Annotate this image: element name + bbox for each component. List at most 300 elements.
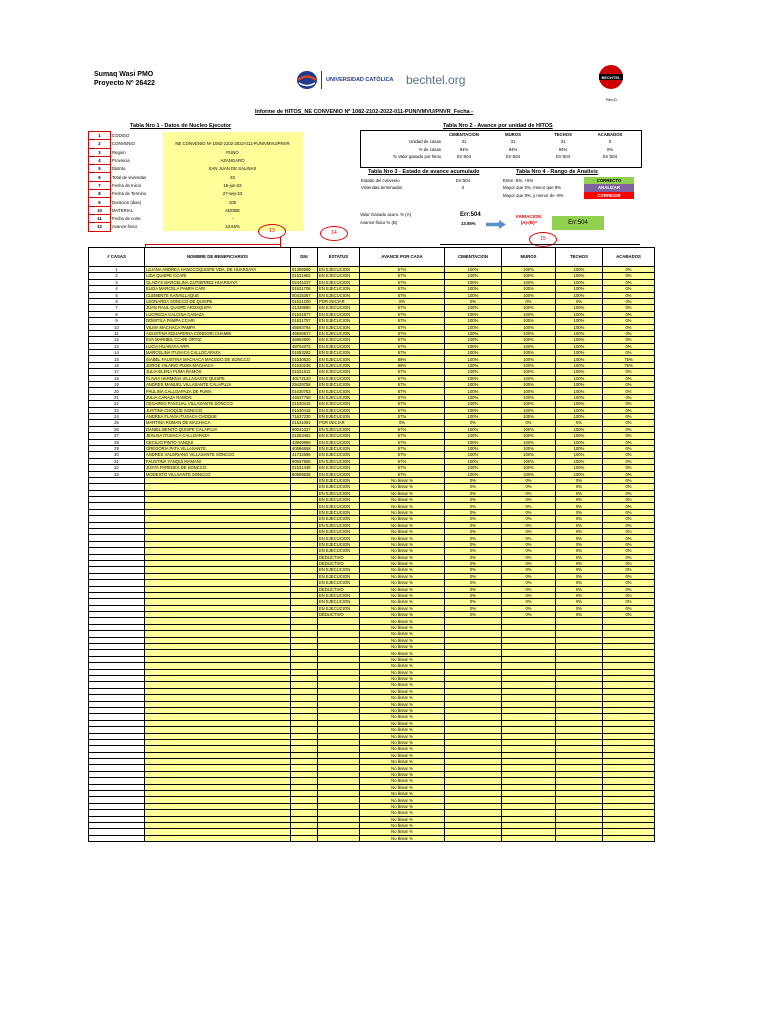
table-cell: No llenar %	[360, 688, 445, 694]
table-cell: No llenar %	[360, 567, 445, 573]
table-cell: 100%	[556, 413, 603, 419]
table-cell: 0%	[603, 267, 655, 273]
table-cell: JORGE HILARIO PUMA MACHACA	[145, 362, 291, 368]
table-cell: 01553282	[291, 350, 318, 356]
table-cell: EN EJECUCION	[318, 592, 360, 598]
table1-row	[89, 165, 303, 173]
table-cell: 9	[89, 318, 145, 324]
table-cell: No llenar %	[360, 784, 445, 790]
table-cell: No llenar %	[360, 714, 445, 720]
table-cell: No llenar %	[360, 612, 445, 618]
table-cell: 0%	[603, 420, 655, 426]
table-cell: DEDUCTIVO	[318, 612, 360, 618]
table-cell: 01531706	[291, 286, 318, 292]
table-cell: 0%	[603, 516, 655, 522]
table2-cell: 94%	[459, 146, 469, 152]
table-cell: DOMITILA PAMPA CCARI	[145, 318, 291, 324]
table2-header-cell: MUROS	[505, 132, 521, 138]
table2-row	[360, 153, 634, 160]
table-cell: 100%	[445, 433, 502, 439]
table1-row-value: 27-sep-23	[163, 190, 303, 198]
table-cell: No llenar %	[360, 490, 445, 496]
table-cell: 0%	[603, 426, 655, 432]
table-cell: EN EJECUCION	[318, 439, 360, 445]
table-cell	[318, 835, 360, 841]
table-cell: 0%	[445, 522, 502, 528]
table-cell: 01531662	[291, 273, 318, 279]
table-cell: No llenar %	[360, 746, 445, 752]
table2-cell: Err:504	[555, 154, 571, 160]
table-cell: 80041037	[291, 426, 318, 432]
column-header: NOMBRE DE BENEFICIARIOS	[145, 248, 291, 267]
table-cell: 0%	[502, 599, 556, 605]
table-cell: No llenar %	[360, 529, 445, 535]
table-cell: 1	[89, 267, 145, 273]
table-cell: 20	[89, 388, 145, 394]
variacion-value: Err:504	[552, 216, 604, 230]
table-cell: No llenar %	[360, 707, 445, 713]
table-cell: 0%	[603, 484, 655, 490]
table-cell: 0%	[603, 477, 655, 483]
table1-row	[89, 156, 303, 164]
table-cell: 100%	[556, 292, 603, 298]
table-cell: 100%	[556, 273, 603, 279]
table-cell: 0%	[603, 465, 655, 471]
table1-row-number: 11	[89, 214, 111, 222]
table-cell: 0%	[445, 567, 502, 573]
table-cell: 100%	[502, 401, 556, 407]
table-cell: EN EJECUCION	[318, 388, 360, 394]
table-cell: EN EJECUCION	[318, 522, 360, 528]
table1-row	[89, 140, 303, 148]
table-cell: GLADYS MARCELINA GUTIERREZ HUARSAYA	[145, 279, 291, 285]
table-cell: 0%	[556, 554, 603, 560]
table-cell	[89, 835, 145, 841]
table-cell: No llenar %	[360, 701, 445, 707]
table-cell: 89%	[360, 356, 445, 362]
table1-row-number: 5	[89, 165, 111, 173]
table2-cell: 31	[461, 139, 467, 145]
table-cell: 0%	[445, 298, 502, 304]
table-cell: 0%	[445, 477, 502, 483]
table-cell: 01531757	[291, 318, 318, 324]
table2-cell: 94%	[508, 146, 518, 152]
table-cell: 100%	[502, 362, 556, 368]
table-cell: 0%	[502, 516, 556, 522]
table-cell: 0%	[556, 567, 603, 573]
table-cell: No llenar %	[360, 822, 445, 828]
table-cell: 46862600	[291, 337, 318, 343]
table-cell: LILIANA ANDREA HANCCOQUISPE VDA. DE HUARSAYA	[145, 267, 291, 273]
table-cell: 0%	[603, 445, 655, 451]
table-cell: 100%	[445, 337, 502, 343]
table-cell: 0%	[556, 298, 603, 304]
table1-row	[89, 132, 303, 140]
table-cell: 57%	[360, 375, 445, 381]
table-cell: 44637758	[291, 394, 318, 400]
table-cell: 0%	[603, 612, 655, 618]
table-cell: EN EJECUCION	[318, 324, 360, 330]
table-cell: 100%	[445, 286, 502, 292]
table-cell: 89%	[360, 362, 445, 368]
table1-nucleo-ejecutor	[88, 131, 303, 232]
table-cell: EN EJECUCION	[318, 573, 360, 579]
valor-ganado-block	[360, 211, 481, 227]
table-cell: 100%	[556, 267, 603, 273]
table-cell: 57%	[360, 292, 445, 298]
table-cell: 0%	[445, 490, 502, 496]
table-cell: 57%	[360, 465, 445, 471]
table-cell: No llenar %	[360, 778, 445, 784]
table-cell: 0%	[603, 292, 655, 298]
table-cell: 0%	[502, 586, 556, 592]
table-cell: 0%	[556, 586, 603, 592]
table-cell: DEDUCTIVO	[318, 560, 360, 566]
table-cell: 100%	[502, 445, 556, 451]
table-cell: 26	[89, 426, 145, 432]
table-cell: EN EJECUCION	[318, 605, 360, 611]
table-cell: 0%	[556, 573, 603, 579]
table-cell: EN EJECUCION	[318, 535, 360, 541]
table-cell: No llenar %	[360, 605, 445, 611]
table-cell: 22	[89, 401, 145, 407]
table-cell: 57%	[360, 413, 445, 419]
table-cell: No llenar %	[360, 676, 445, 682]
org-name: Sumaq Wasi PMO	[94, 71, 154, 78]
table-cell: 0%	[360, 420, 445, 426]
table-cell: 0%	[445, 529, 502, 535]
table1-row-value: SAN JUAN DE SALINAS	[163, 165, 303, 173]
table-cell: EN EJECUCION	[318, 516, 360, 522]
variacion-label: VARIACION: (A)-(B)=	[515, 214, 543, 225]
table-cell: EN EJECUCION	[318, 382, 360, 388]
table-cell: 100%	[502, 375, 556, 381]
table-cell: 100%	[556, 407, 603, 413]
table-cell: EN EJECUCION	[318, 484, 360, 490]
table-cell: EN EJECUCION	[318, 567, 360, 573]
table-cell: 0%	[445, 535, 502, 541]
table-cell: 0%	[556, 420, 603, 426]
table-cell: 100%	[556, 356, 603, 362]
table-cell: 0%	[556, 509, 603, 515]
revision-label: Rev.D	[606, 97, 617, 102]
table-cell: No llenar %	[360, 477, 445, 483]
table-cell: 100%	[445, 388, 502, 394]
table-cell: 100%	[502, 413, 556, 419]
table-cell: 0%	[556, 503, 603, 509]
table-cell: 0%	[603, 388, 655, 394]
table-cell: 10	[89, 324, 145, 330]
table1-row-label: CODIGO	[112, 133, 130, 139]
table-cell: 100%	[502, 350, 556, 356]
table-cell: 2	[89, 273, 145, 279]
table-cell: No llenar %	[360, 682, 445, 688]
table-cell: 100%	[502, 273, 556, 279]
table-cell: 43949986	[291, 439, 318, 445]
table-cell: 100%	[502, 465, 556, 471]
table-cell: 57%	[360, 445, 445, 451]
table-cell: 100%	[502, 458, 556, 464]
column-header: TECHOS	[556, 248, 603, 267]
table-cell: 01530415	[291, 401, 318, 407]
table2-cell: Err:504	[602, 154, 618, 160]
table-cell: 57%	[360, 337, 445, 343]
table-cell: 0%	[556, 535, 603, 541]
table-cell: 57%	[360, 407, 445, 413]
table1-row-number: 8	[89, 190, 111, 198]
table-cell: No llenar %	[360, 637, 445, 643]
table-cell: 100%	[502, 267, 556, 273]
table-cell: No llenar %	[360, 554, 445, 560]
table-cell: 23	[89, 407, 145, 413]
table-cell: 0%	[603, 573, 655, 579]
table3-title: Tabla Nro 3 - Estado de avance acumulado	[368, 169, 480, 175]
table-cell: No llenar %	[360, 791, 445, 797]
table2-header-blank	[360, 131, 442, 138]
table-cell: 0%	[603, 599, 655, 605]
table1-row-number: 2	[89, 140, 111, 148]
table-cell: 7	[89, 305, 145, 311]
table-cell: MARTINA ROMAN DE MACHACA	[145, 420, 291, 426]
table-cell: No llenar %	[360, 522, 445, 528]
table-cell: 0%	[603, 324, 655, 330]
table-cell: 0%	[502, 548, 556, 554]
table-cell: 100%	[502, 471, 556, 477]
table3-row	[360, 184, 494, 191]
table-cell: EN EJECUCION	[318, 375, 360, 381]
avance-fisico-label: Avance fisico % (B)	[360, 220, 398, 225]
table4-range-label: Mayor que 5%, menor que 8%	[503, 185, 562, 191]
table-cell: 100%	[445, 267, 502, 273]
table-cell: No llenar %	[360, 752, 445, 758]
table-cell	[291, 835, 318, 841]
table-cell: EN EJECUCION	[318, 509, 360, 515]
table1-row	[89, 190, 303, 198]
table-cell	[603, 835, 655, 841]
table-cell: 100%	[556, 465, 603, 471]
table-cell: 57%	[360, 382, 445, 388]
table-cell: EVA MARIBEL CCARI ORTIZ	[145, 337, 291, 343]
table-cell: 3	[89, 279, 145, 285]
table-cell: 0%	[603, 452, 655, 458]
table-cell: 100%	[502, 286, 556, 292]
table-cell: DEDUCTIVO	[318, 554, 360, 560]
table-cell: EN EJECUCION	[318, 497, 360, 503]
table-cell: 0%	[603, 305, 655, 311]
table-cell: 0%	[556, 548, 603, 554]
marker-13-bracket	[145, 244, 280, 245]
table1-row-label: Duracion (dias)	[112, 199, 142, 205]
table1-row-number: 7	[89, 181, 111, 189]
table-cell: 100%	[502, 318, 556, 324]
table-cell: No llenar %	[360, 695, 445, 701]
table-cell: No llenar %	[360, 503, 445, 509]
table3-row-value: 0	[461, 185, 465, 191]
table-cell: 100%	[445, 330, 502, 336]
table-cell: 100%	[445, 356, 502, 362]
table-cell: 0%	[502, 541, 556, 547]
table-cell: 100%	[556, 324, 603, 330]
table-cell: No llenar %	[360, 599, 445, 605]
table-cell: 8	[89, 311, 145, 317]
beneficiaries-table	[88, 247, 655, 842]
table-cell: 0%	[603, 541, 655, 547]
table-cell: 0%	[603, 298, 655, 304]
table-cell: 57%	[360, 311, 445, 317]
table-cell: 0%	[502, 592, 556, 598]
table-cell: 100%	[445, 292, 502, 298]
table-cell: 100%	[502, 279, 556, 285]
table-cell: 0%	[556, 592, 603, 598]
table-cell: 100%	[556, 279, 603, 285]
table-cell: 0%	[556, 605, 603, 611]
table-cell: 100%	[502, 452, 556, 458]
table2-avance-hitos	[360, 131, 634, 160]
table-cell: 6	[89, 298, 145, 304]
table-cell: LUCRECIA CALCINA CANAZA	[145, 311, 291, 317]
table-cell: 100%	[445, 401, 502, 407]
table-cell: 57%	[360, 273, 445, 279]
table1-row	[89, 148, 303, 156]
table-cell: 01530820	[291, 356, 318, 362]
table-cell: EN EJECUCION	[318, 343, 360, 349]
table-cell: 0%	[603, 503, 655, 509]
table-cell: 0%	[360, 298, 445, 304]
table1-row-number: 3	[89, 148, 111, 156]
table1-row-label: CONVENIO	[112, 141, 135, 147]
table-cell: 0%	[603, 394, 655, 400]
table-cell: 100%	[556, 375, 603, 381]
table-cell: 100%	[502, 407, 556, 413]
table-cell: EN EJECUCION	[318, 426, 360, 432]
table2-header-cell: CIMENTACION	[449, 132, 479, 138]
table-cell: 0%	[603, 592, 655, 598]
table1-row-number: 12	[89, 223, 111, 231]
table1-row-value: PUNO	[163, 148, 303, 156]
bechtel-emblem-text: BECHTEL	[601, 74, 621, 80]
table-cell: 57%	[360, 350, 445, 356]
table-cell: EN EJECUCION	[318, 407, 360, 413]
table-cell: 100%	[445, 350, 502, 356]
header-org	[94, 70, 155, 88]
table-cell: 100%	[502, 337, 556, 343]
table-cell: 0%	[445, 560, 502, 566]
table1-row	[89, 198, 303, 206]
table-cell: 100%	[445, 279, 502, 285]
table-cell: JULIA ELENA PUMA RAMOS	[145, 369, 291, 375]
table-cell: 100%	[502, 356, 556, 362]
table-cell: EN EJECUCION	[318, 350, 360, 356]
table-cell: 80589638	[291, 471, 318, 477]
table-cell: 100%	[556, 394, 603, 400]
table-cell: No llenar %	[360, 797, 445, 803]
table-cell: 33	[89, 471, 145, 477]
table-cell: EN EJECUCION	[318, 471, 360, 477]
table2-row-label: % de casas	[418, 146, 441, 152]
table-cell: 57%	[360, 330, 445, 336]
table-cell: 24	[89, 413, 145, 419]
table-cell	[502, 835, 556, 841]
table-cell: 01531438	[291, 465, 318, 471]
table-cell: No llenar %	[360, 644, 445, 650]
table1-row-value: -	[163, 214, 303, 222]
table-cell: 0%	[603, 337, 655, 343]
table-cell: 100%	[445, 439, 502, 445]
table-cell: 100%	[445, 413, 502, 419]
table-cell: 01530236	[291, 362, 318, 368]
column-header: # CASAS	[89, 248, 145, 267]
valor-ganado-value: Err:504	[460, 212, 481, 218]
table-cell: No llenar %	[360, 771, 445, 777]
table2-row-label: % Valor ganado por hitos	[393, 154, 441, 160]
table1-row-value: NE CONVENIO Nº 1082-2102-2022-011-PUN/VMVU/PNVR	[163, 140, 303, 148]
table1-row-label: Total de viviendas	[112, 174, 147, 180]
table-cell: 0%	[556, 484, 603, 490]
table-cell	[445, 835, 502, 841]
table-cell: 57%	[360, 452, 445, 458]
table-cell: 0%	[502, 497, 556, 503]
table-cell: 0%	[603, 490, 655, 496]
table-cell: 0%	[502, 522, 556, 528]
table-cell: 0%	[603, 369, 655, 375]
table-cell: No llenar %	[360, 669, 445, 675]
table-cell: LEONARDA SONCCO DE QUISPE	[145, 298, 291, 304]
table-cell: 100%	[556, 369, 603, 375]
table-cell: 0%	[603, 529, 655, 535]
table-cell: 0%	[502, 509, 556, 515]
table2-header-row	[360, 131, 634, 138]
table1-row-value: 105	[163, 198, 303, 206]
valor-ganado-label: Valor Ganado acum. % (A)	[360, 212, 412, 217]
table-cell: 29	[89, 445, 145, 451]
table-cell: No llenar %	[360, 509, 445, 515]
table-cell: 0%	[603, 458, 655, 464]
table-cell: 0%	[603, 554, 655, 560]
table-cell: POR INICIAR	[318, 420, 360, 426]
table-cell: 13	[89, 343, 145, 349]
table2-title: Tabla Nro 2 - Avance por unidad de HITOS	[443, 123, 553, 129]
table-cell: 0%	[603, 273, 655, 279]
table-cell: FLAVIA HERMINIA VILLASANTE QUISPE	[145, 375, 291, 381]
table-cell: 75%	[603, 356, 655, 362]
table-cell: 0%	[502, 567, 556, 573]
table-cell: 100%	[445, 458, 502, 464]
table-cell: 100%	[445, 394, 502, 400]
table-cell: 41732696	[291, 452, 318, 458]
uc-logo-text: UNIVERSIDAD CATÓLICA	[326, 77, 394, 83]
table-cell: 100%	[445, 305, 502, 311]
table-cell: 0%	[445, 503, 502, 509]
table-cell: EN EJECUCION	[318, 273, 360, 279]
table-cell: 28	[89, 439, 145, 445]
table-cell: No llenar %	[360, 592, 445, 598]
table-cell: 01531091	[291, 420, 318, 426]
table-cell: 19	[89, 382, 145, 388]
table2-cell: 94%	[558, 146, 568, 152]
table-cell: 100%	[556, 433, 603, 439]
table1-row-number: 6	[89, 173, 111, 181]
table-cell: 100%	[445, 445, 502, 451]
table-cell: EN EJECUCION	[318, 541, 360, 547]
table1-title: Tabla Nro 1 - Datos de Nucleo Ejecutor	[130, 123, 232, 129]
table-cell: EN EJECUCION	[318, 548, 360, 554]
table-cell: 0%	[502, 580, 556, 586]
table-cell: 15	[89, 356, 145, 362]
table-cell: 100%	[445, 375, 502, 381]
table-cell: 100%	[445, 273, 502, 279]
university-logo	[296, 69, 394, 91]
table-cell: No llenar %	[360, 835, 445, 841]
